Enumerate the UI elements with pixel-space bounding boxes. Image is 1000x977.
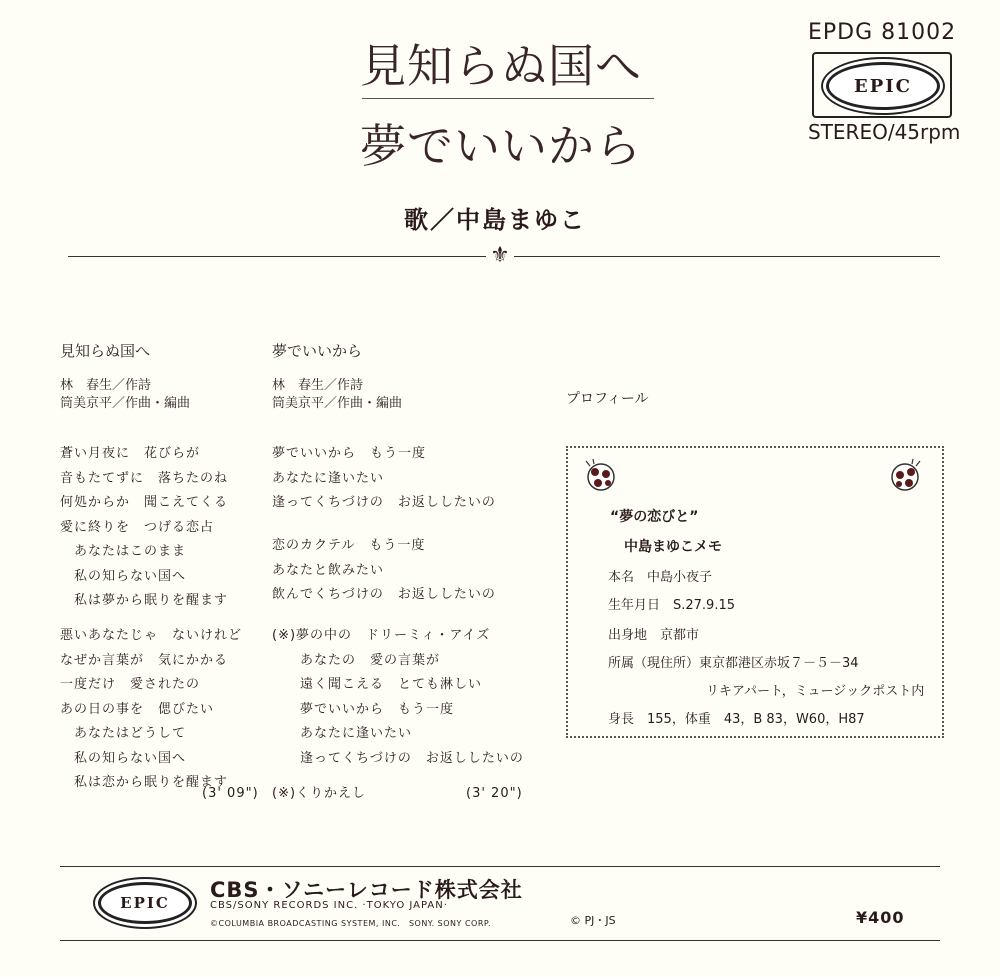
lyric-line: 音もたてずに 落ちたのね <box>60 470 229 486</box>
song-b-duration: (3' 20") <box>466 786 523 801</box>
lyric-line: 悪いあなたじゃ ないけれど <box>60 628 243 643</box>
fleur-de-lis-icon: ⚜ <box>486 242 514 270</box>
title-a: 見知らぬ国へ <box>360 39 642 93</box>
footer-divider-top <box>60 866 940 867</box>
profile-line: 所属（現住所）東京都港区赤坂７－５－34 <box>608 656 859 671</box>
profile-line: 本名 中島小夜子 <box>608 570 713 585</box>
song-title-a: 見知らぬ国へ <box>60 342 151 360</box>
company-trademarks: ©COLUMBIA BROADCASTING SYSTEM, INC. SONY. SONY CORP. <box>210 919 492 928</box>
song-b-repeat: (※)くりかえし <box>272 786 367 801</box>
company-name-en: CBS/SONY RECORDS INC. ·TOKYO JAPAN· <box>210 900 448 911</box>
song-b-verse-2 <box>272 534 496 608</box>
title-b: 夢でいいから <box>360 119 642 173</box>
epic-logo: EPIC <box>826 62 940 110</box>
lyric-line: 何処からか 聞こえてくる <box>60 495 229 510</box>
lyric-line: 蒼い月夜に 花びらが <box>60 446 201 461</box>
singer-credit: 歌／中島まゆこ <box>404 206 586 234</box>
lyric-line: あなたの 愛の言葉が <box>272 652 441 668</box>
song-a-duration: (3' 09") <box>202 786 259 801</box>
song-a-composer: 筒美京平／作曲・編曲 <box>60 396 191 411</box>
ladybug-icon <box>584 458 618 492</box>
lyric-line: 愛に終りを つげる恋占 <box>60 519 215 535</box>
lyric-line: (※)夢の中の ドリーミィ・アイズ <box>272 628 491 643</box>
profile-line: リキアパート，ミュージックポスト内 <box>706 684 925 699</box>
price: ¥400 <box>856 908 905 927</box>
profile-line: 出身地 京都市 <box>608 628 700 643</box>
lyric-line: あなたに逢いたい <box>272 470 385 486</box>
lyric-line: 私の知らない国へ <box>60 568 187 584</box>
format-text: STEREO/45rpm <box>808 120 961 144</box>
song-a-verse-2 <box>60 624 242 796</box>
song-b-verse-1 <box>272 442 496 516</box>
lyric-line: 私は夢から眠りを醒ます <box>60 593 229 608</box>
song-a-verse-1 <box>60 442 228 614</box>
epic-logo: EPIC <box>98 882 192 924</box>
song-title-b: 夢でいいから <box>272 342 363 360</box>
lyric-line: あなたはこのまま <box>60 544 187 559</box>
profile-heading: プロフィール <box>566 391 649 407</box>
song-b-chorus <box>272 624 524 771</box>
lyric-line: 一度だけ 愛されたの <box>60 677 201 692</box>
lyric-line: あなたはどうして <box>60 726 187 741</box>
copyright: © PJ・JS <box>570 914 616 927</box>
lyric-line: 飲んでくちづけの お返ししたいの <box>272 587 496 602</box>
memo-title: “夢の恋びと” <box>610 509 699 525</box>
catalog-number: EPDG 81002 <box>808 20 957 45</box>
lyric-line: 私は恋から眠りを醒ます <box>60 775 229 790</box>
memo-subtitle: 中島まゆこメモ <box>624 539 722 555</box>
song-b-lyricist: 林 春生／作詩 <box>272 378 364 393</box>
footer-divider-bottom <box>60 940 940 941</box>
lyric-line: 夢でいいから もう一度 <box>272 446 427 461</box>
song-b-composer: 筒美京平／作曲・編曲 <box>272 396 403 411</box>
profile-line: 身長 155，体重 43，B 83，W60，H87 <box>608 712 865 727</box>
lyric-line: 遠く聞こえる とても淋しい <box>272 677 483 692</box>
song-a-lyricist: 林 春生／作詩 <box>60 378 152 393</box>
profile-line: 生年月日 S.27.9.15 <box>608 598 736 613</box>
lyric-line: あなたと飲みたい <box>272 562 385 578</box>
company-name: CBS・ソニーレコード株式会社 <box>210 878 523 902</box>
lyric-line: 逢ってくちづけの お返ししたいの <box>272 750 524 766</box>
lyric-line: なぜか言葉が 気にかかる <box>60 652 229 668</box>
ladybug-icon <box>888 458 922 492</box>
lyric-line: 逢ってくちづけの お返ししたいの <box>272 495 496 510</box>
lyric-line: 恋のカクテル もう一度 <box>272 538 426 553</box>
lyric-line: 夢でいいから もう一度 <box>272 701 455 717</box>
lyric-line: 私の知らない国へ <box>60 750 187 766</box>
title-divider <box>362 98 654 99</box>
lyric-line: あなたに逢いたい <box>272 726 413 741</box>
lyric-line: あの日の事を 偲びたい <box>60 701 215 717</box>
